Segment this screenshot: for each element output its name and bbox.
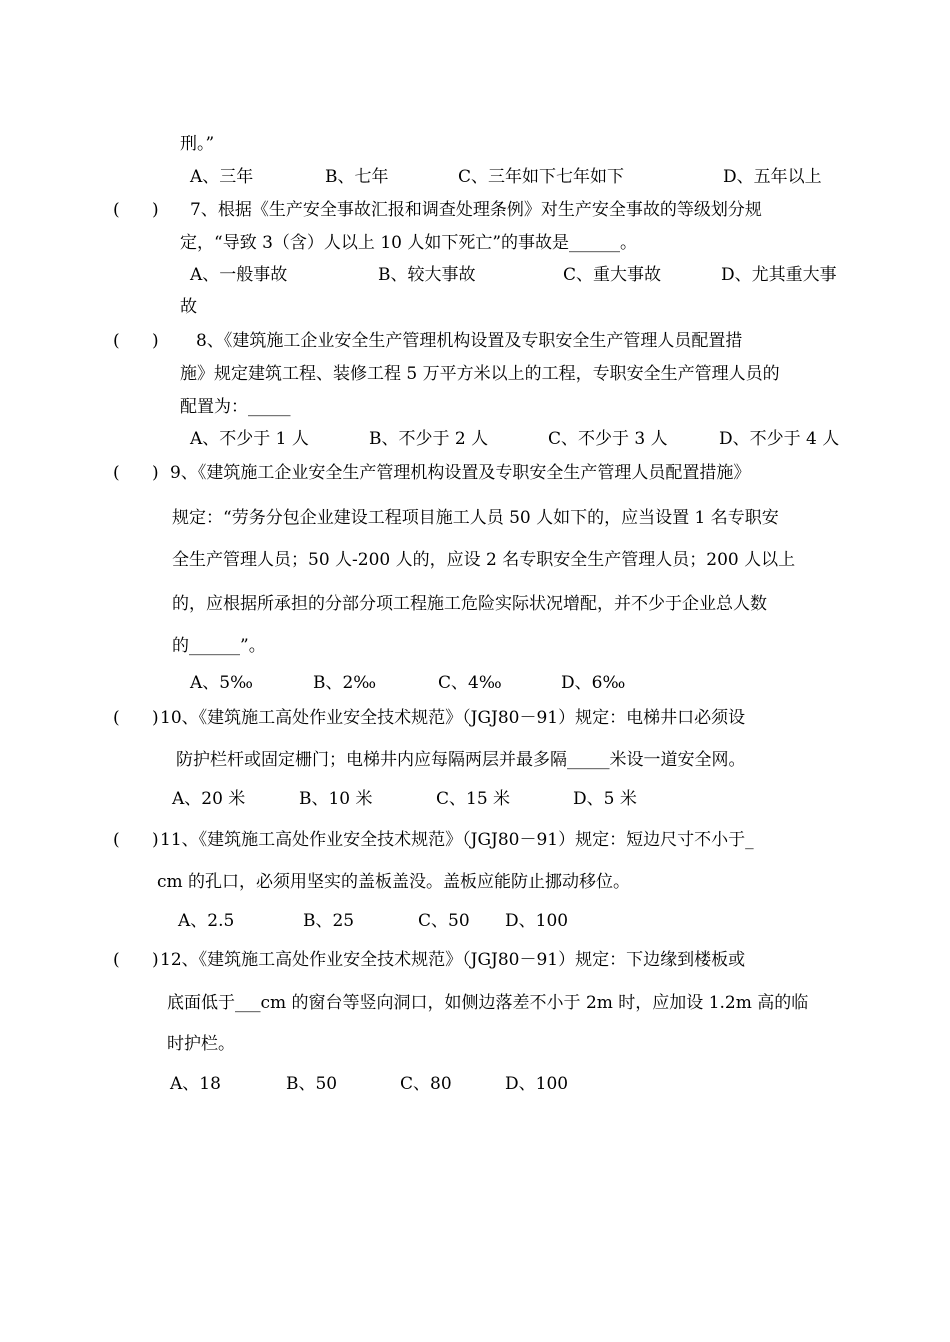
q12-option-a: A、18 [170,1074,221,1094]
q7-option-b: B、较大事故 [378,265,476,285]
q10-option-a: A、20 米 [172,789,246,809]
q7-text-line1: 7、根据《生产安全事故汇报和调查处理条例》对生产安全事故的等级划分规 [190,200,762,220]
q11-option-b: B、25 [303,911,355,931]
q8-option-c: C、不少于 3 人 [548,429,668,449]
q9-text-line1: 9、《建筑施工企业安全生产管理机构设置及专职安全生产管理人员配置措施》 [170,463,751,483]
q8-text-line1: 8、《建筑施工企业安全生产管理机构设置及专职安全生产管理人员配置措 [196,331,743,351]
q12-text-line3: 时护栏。 [167,1034,235,1054]
q6-option-b: B、七年 [325,167,389,187]
q9-option-b: B、2‰ [313,673,377,693]
q12-option-b: B、50 [286,1074,338,1094]
q12-answer-paren: ( ) [113,950,159,970]
q11-option-a: A、2.5 [178,911,235,931]
q10-option-d: D、5 米 [573,789,637,809]
q11-option-c: C、50 [418,911,470,931]
q7-answer-paren: ( ) [113,200,159,220]
q7-option-d: D、尤其重大事 [721,265,837,285]
q7-option-a: A、一般事故 [190,265,288,285]
q8-answer-paren: ( ) [113,331,159,351]
q10-option-b: B、10 米 [299,789,373,809]
q10-text-line2: 防护栏杆或固定栅门；电梯井内应每隔两层并最多隔_____米设一道安全网。 [176,750,746,770]
q8-text-line3: 配置为：_____ [180,397,291,417]
q9-option-c: C、4‰ [438,673,502,693]
q12-text-line1: 12、《建筑施工高处作业安全技术规范》（JGJ80－91）规定：下边缘到楼板或 [160,950,746,970]
q11-option-d: D、100 [505,911,569,931]
q7-text-line2: 定，“导致 3（含）人以上 10 人如下死亡”的事故是______。 [180,233,638,253]
q9-text-line5: 的______”。 [172,636,266,656]
q8-text-line2: 施》规定建筑工程、装修工程 5 万平方米以上的工程，专职安全生产管理人员的 [180,364,780,384]
q9-text-line2: 规定：“劳务分包企业建设工程项目施工人员 50 人如下的，应当设置 1 名专职安 [172,508,779,528]
q11-text-line1: 11、《建筑施工高处作业安全技术规范》（JGJ80－91）规定：短边尺寸不小于_ [160,830,754,850]
q12-text-line2: 底面低于___cm 的窗台等竖向洞口，如侧边落差不小于 2m 时，应加设 1.2m 高的临 [167,993,809,1013]
q11-text-line2: cm 的孔口，必须用坚实的盖板盖没。盖板应能防止挪动移位。 [157,872,631,892]
q6-option-d: D、五年以上 [723,167,822,187]
q10-text-line1: 10、《建筑施工高处作业安全技术规范》（JGJ80－91）规定：电梯井口必须设 [160,708,746,728]
q10-answer-paren: ( ) [113,708,159,728]
q11-answer-paren: ( ) [113,830,159,850]
q6-option-a: A、三年 [190,167,254,187]
q8-option-d: D、不少于 4 人 [719,429,840,449]
q8-option-a: A、不少于 1 人 [190,429,309,449]
q12-option-d: D、100 [505,1074,569,1094]
q9-option-d: D、6‰ [561,673,626,693]
q9-option-a: A、5‰ [190,673,253,693]
q12-option-c: C、80 [400,1074,452,1094]
q6-tail: 刑。” [180,134,215,154]
q7-option-c: C、重大事故 [563,265,662,285]
q8-option-b: B、不少于 2 人 [369,429,489,449]
q7-option-d-wrap: 故 [180,297,197,317]
q9-text-line3: 全生产管理人员；50 人-200 人的，应设 2 名专职安全生产管理人员；200 人以上 [172,550,796,570]
q9-text-line4: 的，应根据所承担的分部分项工程施工危险实际状况增配，并不少于企业总人数 [172,594,767,614]
q6-option-c: C、三年如下七年如下 [458,167,625,187]
q10-option-c: C、15 米 [436,789,511,809]
q9-answer-paren: ( ) [113,463,159,483]
